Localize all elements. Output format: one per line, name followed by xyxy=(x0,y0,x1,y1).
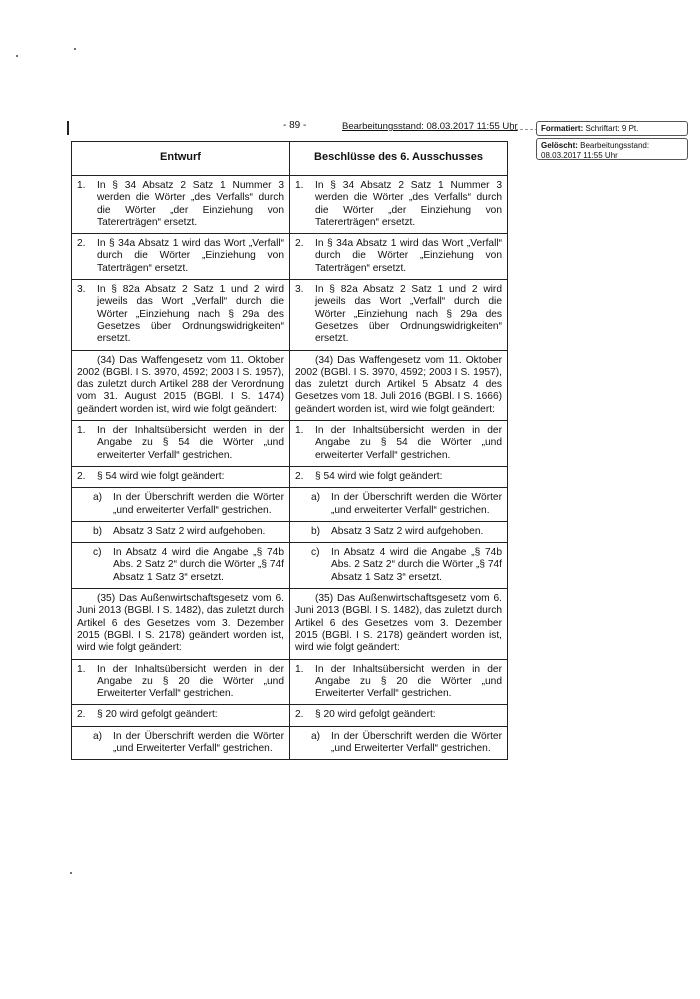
item-text: Absatz 3 Satz 2 wird aufgehoben. xyxy=(331,525,484,537)
item-text: Absatz 3 Satz 2 wird aufgehoben. xyxy=(113,525,266,537)
item-text: In der Inhaltsübersicht werden in der Angabe zu § 20 die Wörter „und Erweiterter Verfall“ gestrichen. xyxy=(315,663,502,700)
table-row xyxy=(72,488,508,522)
item-text: In § 34 Absatz 2 Satz 1 Nummer 3 werden die Wörter „des Verfalls“ durch die Wörter „der Einziehung von Tatererträgen“ ersetzt. xyxy=(315,180,502,228)
table-row xyxy=(72,280,508,350)
paragraph-text: (34) Das Waffengesetz vom 11. Oktober 2002 (BGBl. I S. 3970, 4592; 2003 I S. 1957), das zuletzt durch Artikel 5 Absatz 4 des Gesetzes vom 18. Juli 2016 (BGBl. I S. 1666) geändert worden ist, wird wie folgt geändert: xyxy=(295,354,502,415)
item-text: In § 34 Absatz 2 Satz 1 Nummer 3 werden die Wörter „des Verfalls“ durch die Wörter „der Einziehung von Tatererträgen“ ersetzt. xyxy=(97,180,284,228)
table-row xyxy=(72,543,508,589)
comment-text: Schriftart: 9 Pt. xyxy=(585,124,639,133)
item-text: § 20 wird gefolgt geändert: xyxy=(315,709,436,721)
revision-stamp: Bearbeitungsstand: 08.03.2017 11:55 Uhr xyxy=(342,121,518,132)
item-number: 2. xyxy=(77,470,86,482)
table-row xyxy=(72,726,508,760)
item-text: In Absatz 4 wird die Angabe „§ 74b Abs. 2 Satz 2“ durch die Wörter „§ 74f Absatz 1 Satz 3“ ersetzt. xyxy=(331,547,502,583)
item-number: 2. xyxy=(77,709,86,721)
item-number: 3. xyxy=(77,284,86,296)
item-text: In der Überschrift werden die Wörter „und erweiterter Verfall“ gestrichen. xyxy=(113,492,284,516)
deletion-comment[interactable] xyxy=(536,138,688,160)
item-number: 1. xyxy=(77,663,86,675)
table-row xyxy=(72,521,508,542)
subitem-letter: a) xyxy=(93,492,103,504)
item-text: In der Überschrift werden die Wörter „und erweiterter Verfall“ gestrichen. xyxy=(331,492,502,516)
table-row xyxy=(72,421,508,467)
table-row xyxy=(72,705,508,726)
item-text: In § 82a Absatz 2 Satz 1 und 2 wird jeweils das Wort „Verfall“ durch die Wörter „Einziehung nach § 29a des Gesetzes über Ordnungswidrigkeiten“ ersetzt. xyxy=(315,284,502,345)
paragraph-text: (35) Das Außenwirtschaftsgesetz vom 6. Juni 2013 (BGBl. I S. 1482), das zuletzt durch Artikel 6 des Gesetzes vom 3. Dezember 2015 (BGBl. I S. 2178) geändert worden ist, wird wie folgt geändert: xyxy=(295,593,502,654)
item-number: 1. xyxy=(77,180,86,191)
subitem-letter: b) xyxy=(311,525,321,537)
item-number: 1. xyxy=(295,425,304,437)
comment-connector xyxy=(510,129,538,130)
column-header-entwurf: Entwurf xyxy=(72,142,290,176)
item-text: § 54 wird wie folgt geändert: xyxy=(97,470,225,482)
subitem-letter: a) xyxy=(311,492,321,504)
item-number: 2. xyxy=(295,470,304,482)
page-number: - 89 - xyxy=(283,120,307,131)
column-header-beschluesse: Beschlüsse des 6. Ausschusses xyxy=(290,142,508,176)
subitem-letter: c) xyxy=(311,547,320,559)
item-text: In der Inhaltsübersicht werden in der Angabe zu § 54 die Wörter „und erweiterter Verfall“ gestrichen. xyxy=(97,425,284,461)
item-text: In § 82a Absatz 2 Satz 1 und 2 wird jeweils das Wort „Verfall“ durch die Wörter „Einziehung nach § 29a des Gesetzes über Ordnungswidrigkeiten“ ersetzt. xyxy=(97,284,284,345)
item-number: 1. xyxy=(295,180,304,191)
item-number: 1. xyxy=(295,663,304,675)
item-text: In § 34a Absatz 1 wird das Wort „Verfall“ durch die Wörter „Einziehung von Taterträgen“ ersetzt. xyxy=(315,238,502,274)
synopsis-table xyxy=(71,141,508,760)
comment-label: Formatiert: xyxy=(541,124,584,133)
item-text: In Absatz 4 wird die Angabe „§ 74b Abs. 2 Satz 2“ durch die Wörter „§ 74f Absatz 1 Satz 3“ ersetzt. xyxy=(113,547,284,583)
item-text: In § 34a Absatz 1 wird das Wort „Verfall“ durch die Wörter „Einziehung von Taterträgen“ ersetzt. xyxy=(97,238,284,274)
scan-speck xyxy=(70,872,72,874)
item-text: In der Inhaltsübersicht werden in der Angabe zu § 20 die Wörter „und Erweiterter Verfall“ gestrichen. xyxy=(97,663,284,700)
table-row xyxy=(72,659,508,705)
scan-speck xyxy=(74,48,76,50)
table-row xyxy=(72,176,508,234)
item-text: In der Überschrift werden die Wörter „und Erweiterter Verfall“ gestrichen. xyxy=(113,730,284,754)
paragraph-text: (34) Das Waffengesetz vom 11. Oktober 2002 (BGBl. I S. 3970, 4592; 2003 I S. 1957), das zuletzt durch Artikel 288 der Verordnung vom 31. August 2015 (BGBl. I S. 1474) geändert worden ist, wird wie folgt geändert: xyxy=(77,354,284,415)
scan-speck xyxy=(16,55,18,57)
subitem-letter: b) xyxy=(93,525,103,537)
item-number: 2. xyxy=(295,238,304,250)
item-number: 3. xyxy=(295,284,304,296)
paragraph-text: (35) Das Außenwirtschaftsgesetz vom 6. Juni 2013 (BGBl. I S. 1482), das zuletzt durch Artikel 6 des Gesetzes vom 3. Dezember 2015 (BGBl. I S. 2178) geändert worden ist, wird wie folgt geändert: xyxy=(77,593,284,654)
table-row xyxy=(72,350,508,420)
table-row xyxy=(72,589,508,659)
comment-text: Bearbeitungsstand: 08.03.2017 11:55 Uhr xyxy=(541,141,650,160)
item-number: 2. xyxy=(77,238,86,250)
subitem-letter: a) xyxy=(311,730,321,742)
formatting-comment[interactable] xyxy=(536,121,688,136)
item-number: 2. xyxy=(295,709,304,721)
item-text: In der Inhaltsübersicht werden in der Angabe zu § 54 die Wörter „und erweiterter Verfall“ gestrichen. xyxy=(315,425,502,461)
table-header-row xyxy=(72,142,508,176)
table-row xyxy=(72,234,508,280)
table-row xyxy=(72,466,508,487)
item-text: § 20 wird gefolgt geändert: xyxy=(97,709,218,721)
item-number: 1. xyxy=(77,425,86,437)
subitem-letter: a) xyxy=(93,730,103,742)
comment-label: Gelöscht: xyxy=(541,141,578,150)
item-text: § 54 wird wie folgt geändert: xyxy=(315,470,443,482)
subitem-letter: c) xyxy=(93,547,102,559)
item-text: In der Überschrift werden die Wörter „und Erweiterter Verfall“ gestrichen. xyxy=(331,730,502,754)
